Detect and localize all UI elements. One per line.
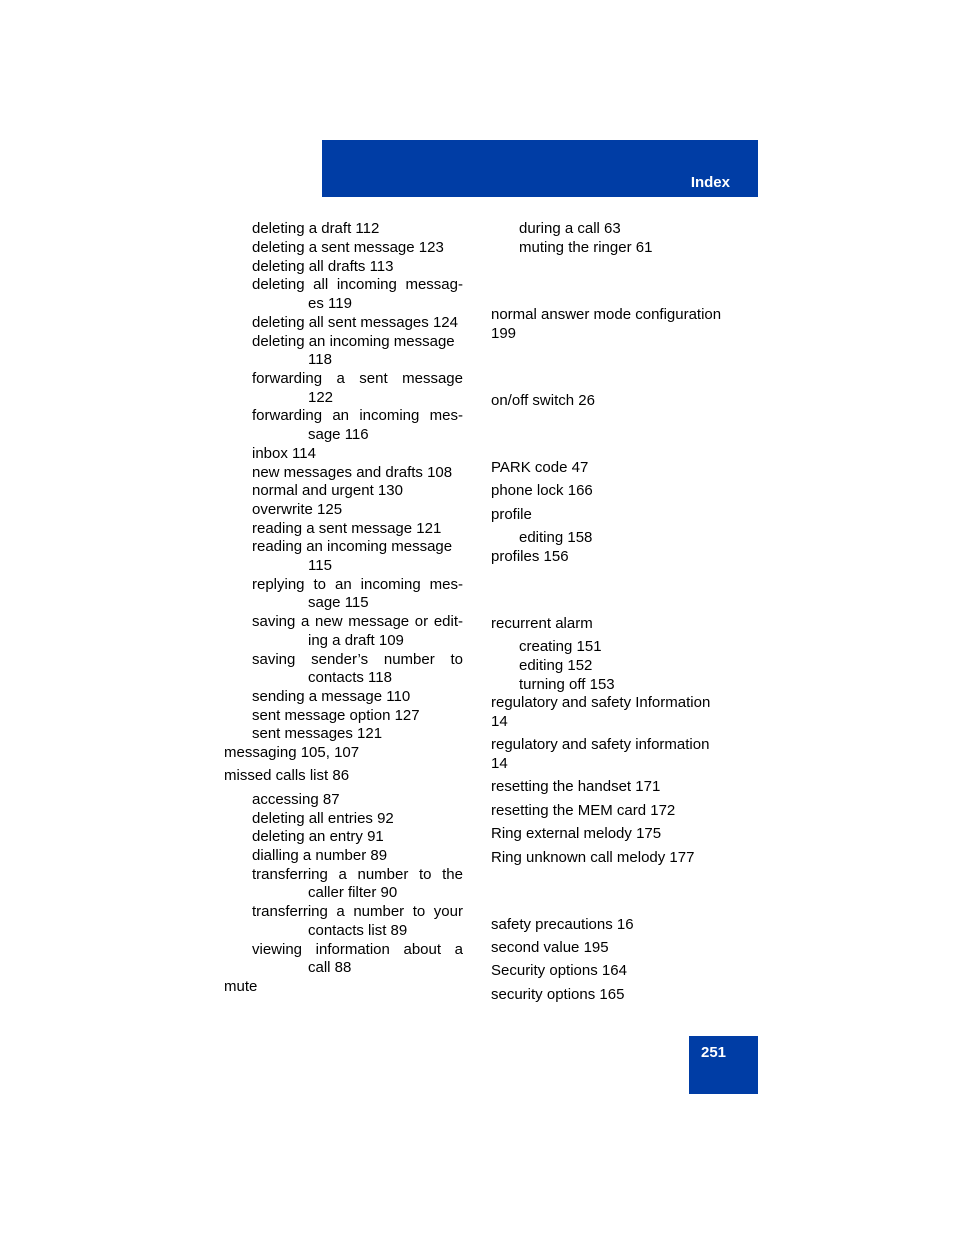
index-entry: deleting all incoming messag- [252, 276, 463, 293]
index-heading: resetting the handset 171 [491, 778, 661, 795]
index-entry: saving sender’s number to [252, 651, 463, 668]
index-entry: saving a new message or edit- [252, 613, 463, 630]
index-entry: normal and urgent 130 [252, 482, 403, 499]
index-entry-continued: 115 [308, 557, 332, 574]
index-entry-continued: caller filter 90 [308, 884, 398, 901]
index-entry: creating 151 [519, 638, 602, 655]
index-entry: viewing information about a [252, 941, 463, 958]
index-entry: deleting a draft 112 [252, 220, 380, 237]
index-heading: profile [491, 506, 532, 523]
index-entry: reading an incoming message [252, 538, 453, 555]
index-entry: overwrite 125 [252, 501, 343, 518]
index-entry: dialling a number 89 [252, 847, 388, 864]
index-entry: accessing 87 [252, 791, 340, 808]
header-bar [322, 140, 758, 197]
index-heading: PARK code 47 [491, 459, 589, 476]
index-entry: muting the ringer 61 [519, 239, 653, 256]
index-heading: missed calls list 86 [224, 767, 350, 784]
index-heading: profiles 156 [491, 548, 569, 565]
index-entry: forwarding a sent message [252, 370, 463, 387]
index-entry: transferring a number to your [252, 903, 463, 920]
page-number: 251 [701, 1044, 727, 1061]
page-number-box [689, 1036, 758, 1094]
index-entry: during a call 63 [519, 220, 621, 237]
index-heading: normal answer mode configuration [491, 306, 722, 323]
index-entry: editing 158 [519, 529, 593, 546]
index-heading: messaging 105, 107 [224, 744, 360, 761]
index-entry: reading a sent message 121 [252, 520, 442, 537]
index-heading: on/off switch 26 [491, 392, 595, 409]
index-heading: recurrent alarm [491, 615, 593, 632]
index-entry: sent message option 127 [252, 707, 420, 724]
index-entry: sending a message 110 [252, 688, 411, 705]
index-entry: new messages and drafts 108 [252, 464, 453, 481]
index-heading: safety precautions 16 [491, 916, 634, 933]
index-entry: deleting a sent message 123 [252, 239, 444, 256]
index-heading-continued: 14 [491, 713, 508, 730]
index-entry: deleting an entry 91 [252, 828, 384, 845]
index-entry-continued: 118 [308, 351, 332, 368]
index-heading: regulatory and safety information [491, 736, 710, 753]
index-entry: forwarding an incoming mes- [252, 407, 463, 424]
page-title: Index [690, 174, 730, 191]
index-entry-continued: es 119 [308, 295, 352, 312]
index-entry: inbox 114 [252, 445, 316, 462]
index-entry-continued: call 88 [308, 959, 352, 976]
index-entry: deleting all drafts 113 [252, 258, 394, 275]
index-heading-continued: 14 [491, 755, 508, 772]
index-heading: Ring unknown call melody 177 [491, 849, 695, 866]
index-entry: deleting all entries 92 [252, 810, 394, 827]
index-heading: Security options 164 [491, 962, 627, 979]
index-entry-continued: ing a draft 109 [308, 632, 404, 649]
index-entry: transferring a number to the [252, 866, 463, 883]
index-entry: deleting an incoming message [252, 333, 455, 350]
index-entry-continued: sage 116 [308, 426, 369, 443]
index-entry-continued: contacts list 89 [308, 922, 408, 939]
index-heading: security options 165 [491, 986, 625, 1003]
index-heading: phone lock 166 [491, 482, 593, 499]
index-heading: resetting the MEM card 172 [491, 802, 676, 819]
index-entry: turning off 153 [519, 676, 615, 693]
index-heading: Ring external melody 175 [491, 825, 662, 842]
index-entry: deleting all sent messages 124 [252, 314, 458, 331]
index-heading: second value 195 [491, 939, 609, 956]
index-entry-continued: 122 [308, 389, 334, 406]
index-heading: mute [224, 978, 258, 995]
index-heading-continued: 199 [491, 325, 517, 342]
index-entry-continued: sage 115 [308, 594, 369, 611]
index-entry-continued: contacts 118 [308, 669, 392, 686]
index-entry: editing 152 [519, 657, 593, 674]
index-entry: replying to an incoming mes- [252, 576, 463, 593]
index-heading: regulatory and safety Information [491, 694, 711, 711]
index-entry: sent messages 121 [252, 725, 383, 742]
